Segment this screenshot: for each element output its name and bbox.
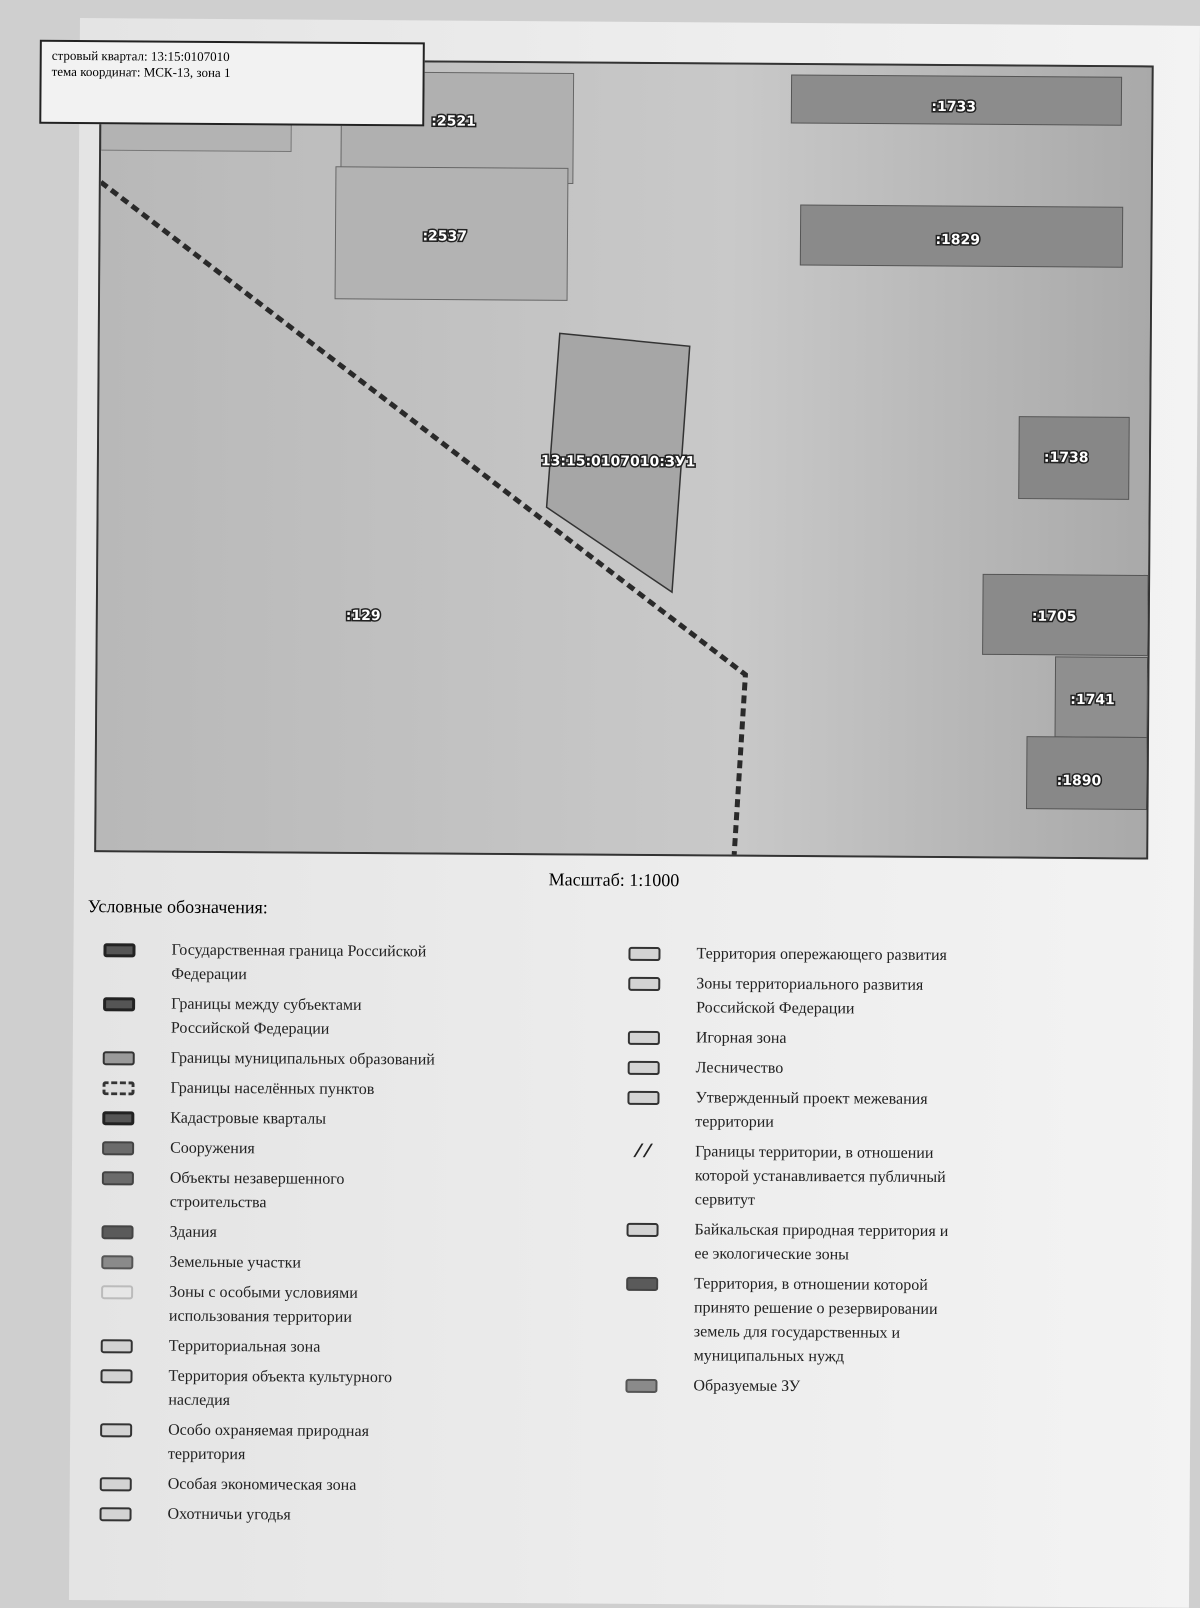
legend-item: [93, 938, 573, 989]
legend-right-column: [615, 942, 1078, 1407]
legend-item: [617, 1140, 1077, 1215]
legend-swatch-icon: [100, 1423, 132, 1437]
legend-swatch-icon: [626, 1277, 658, 1291]
legend-label: Границы между субъектами Российской Федерации: [170, 995, 362, 1038]
legend-item: [91, 1334, 571, 1361]
legend-label: Утвержденный проект межевания территории: [695, 1089, 928, 1131]
legend-swatch-icon: [100, 1477, 132, 1491]
scale-label: Масштаб: 1:1000: [548, 869, 680, 891]
legend-label: Территория опережающего развития: [696, 945, 947, 965]
legend-label: Образуемые ЗУ: [693, 1377, 801, 1396]
legend-title: Условные обозначения:: [87, 896, 268, 918]
document-sheet: [51, 18, 1200, 1608]
legend-swatch-icon: [102, 1141, 134, 1155]
legend-item: [93, 1046, 573, 1073]
legend-item: [91, 1250, 571, 1277]
legend-swatch-icon: [101, 1285, 133, 1299]
legend-swatch-icon: [627, 1091, 659, 1105]
map-canvas: [96, 60, 1151, 857]
cadastral-map: [94, 58, 1154, 859]
legend-label: Границы населённых пунктов: [170, 1079, 375, 1099]
legend-item: [618, 1026, 1078, 1053]
parcel-label-zu1: 13:15:0107010:ЗУ1: [540, 453, 696, 471]
legend-item: [90, 1418, 570, 1469]
legend-item: [617, 1086, 1077, 1137]
legend-swatch-icon: [102, 1171, 134, 1185]
legend-swatch-icon: [628, 1061, 660, 1075]
legend-label: Территория, в отношении которой принято решение о резервировании земель для государственных и муниципальных нужд: [693, 1275, 938, 1366]
legend-swatch-icon: ⁄ ⁄: [636, 1140, 650, 1163]
legend-label: Территория объекта культурного наследия: [168, 1367, 393, 1410]
legend-swatch-icon: [103, 997, 135, 1011]
map-header-box: [39, 40, 425, 127]
legend-item: [92, 1076, 572, 1103]
parcel-label-1829: :1829: [935, 231, 981, 249]
legend-item: [90, 1364, 570, 1415]
legend-swatch-icon: [628, 977, 660, 991]
legend-item: [92, 1136, 572, 1163]
legend-item: [89, 1502, 569, 1529]
legend-swatch-icon: [101, 1339, 133, 1353]
legend-swatch-icon: [103, 943, 135, 957]
legend-label: Охотничьи угодья: [167, 1505, 291, 1524]
legend-label: Территориальная зона: [168, 1337, 321, 1356]
legend-item: [618, 1056, 1078, 1083]
cadastral-quarter-text: стровый квартал: 13:15:0107010: [51, 47, 230, 65]
legend-item: [616, 1218, 1076, 1269]
legend-swatch-icon: [628, 947, 660, 961]
legend-swatch-icon: [100, 1507, 132, 1521]
parcel-label-1890: :1890: [1056, 772, 1102, 790]
legend-item: [90, 1472, 570, 1499]
legend-item: [618, 942, 1078, 969]
legend-label: Лесничество: [695, 1059, 784, 1077]
legend-label: Земельные участки: [169, 1253, 301, 1272]
coordinate-system-text: тема координат: МСК-13, зона 1: [51, 63, 231, 81]
legend-swatch-icon: [625, 1379, 657, 1393]
legend-label: Игорная зона: [695, 1029, 787, 1047]
legend-label: Особая экономическая зона: [167, 1475, 357, 1494]
legend-label: Кадастровые кварталы: [170, 1109, 327, 1128]
legend-label: Здания: [169, 1223, 217, 1241]
legend-swatch-icon: [100, 1369, 132, 1383]
legend-label: Границы территории, в отношении которой устанавливается публичный сервитут: [694, 1143, 946, 1209]
legend-item: [618, 972, 1078, 1023]
legend-item: [91, 1280, 571, 1331]
parcel-label-2537: :2537: [422, 228, 468, 245]
legend-item: [93, 992, 573, 1043]
legend-item: [615, 1374, 1075, 1401]
parcel-label-2521: :2521: [431, 113, 476, 130]
legend-left-column: [89, 938, 573, 1535]
legend-label: Особо охраняемая природная территория: [167, 1421, 370, 1464]
legend-swatch-icon: [628, 1031, 660, 1045]
legend-label: Границы муниципальных образований: [170, 1049, 435, 1069]
legend-swatch-icon: [103, 1051, 135, 1065]
legend-label: Государственная граница Российской Федерации: [171, 941, 427, 984]
parcel-label-1733: :1733: [931, 98, 977, 116]
legend-swatch-icon: [102, 1111, 134, 1125]
legend-swatch-icon: [101, 1225, 133, 1239]
legend-item: [92, 1166, 572, 1217]
legend-label: Зоны территориального развития Российской Федерации: [696, 975, 924, 1018]
parcel-label-1705: :1705: [1031, 608, 1077, 625]
legend-label: Зоны с особыми условиями использования территории: [168, 1283, 358, 1326]
parcel-label-1741: :1741: [1070, 691, 1115, 709]
parcel-label-1738: :1738: [1043, 449, 1089, 467]
legend-label: Байкальская природная территория и ее экологические зоны: [694, 1221, 949, 1264]
parcel-label-129: :129: [345, 607, 381, 625]
legend-label: Объекты незавершенного строительства: [169, 1169, 345, 1212]
legend-swatch-icon: [102, 1081, 134, 1095]
legend-item: [92, 1106, 572, 1133]
legend-item: [616, 1272, 1077, 1371]
legend-swatch-icon: [627, 1223, 659, 1237]
legend-item: [91, 1220, 571, 1247]
legend-label: Сооружения: [170, 1139, 255, 1158]
legend-swatch-icon: [101, 1255, 133, 1269]
